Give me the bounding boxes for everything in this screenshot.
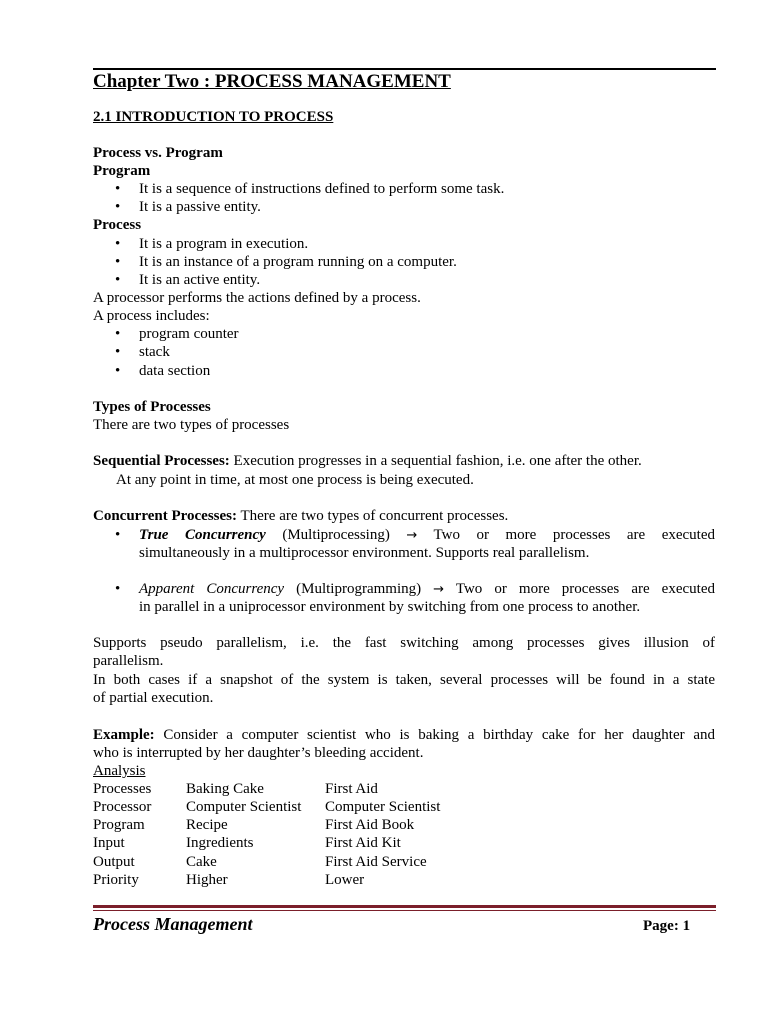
example-text: Consider a computer scientist who is baking a birthday cake for her daughter and [154, 727, 715, 743]
process-vs-program-heading: Process vs. Program [93, 145, 223, 161]
right-arrow-icon: → [433, 582, 445, 597]
list-item: It is a passive entity. [139, 199, 261, 215]
bullet-icon: • [115, 236, 121, 252]
concurrent-label: Concurrent Processes: [93, 508, 237, 524]
concurrent-text: There are two types of concurrent processes. [237, 508, 509, 524]
table-cell: First Aid Book [325, 817, 415, 833]
true-concurrency-paren: (Multiprocessing) [265, 527, 407, 543]
bullet-icon: • [115, 272, 121, 288]
bullet-icon: • [115, 344, 121, 360]
table-cell: Baking Cake [186, 781, 264, 797]
sequential-text: Execution progresses in a sequential fashion, i.e. one after the other. [229, 453, 642, 469]
pseudo-line-3: In both cases if a snapshot of the system is taken, several processes will be found in a state [93, 672, 715, 688]
example-line-1 [93, 726, 715, 744]
table-cell: Priority [93, 872, 139, 888]
list-item: data section [139, 363, 211, 379]
table-cell: First Aid Kit [325, 835, 401, 851]
table-cell: Program [93, 817, 145, 833]
apparent-concurrency-paren: (Multiprogramming) [284, 581, 434, 597]
footer-title: Process Management [93, 914, 253, 934]
table-cell: Lower [325, 872, 365, 888]
apparent-concurrency-line-1 [139, 580, 715, 599]
table-cell: First Aid Service [325, 854, 427, 870]
bullet-icon: • [115, 581, 121, 597]
true-concurrency-rest: Two or more processes are executed [417, 527, 716, 543]
table-cell: Computer Scientist [186, 799, 302, 815]
example-line-2: who is interrupted by her daughter’s bleeding accident. [93, 745, 424, 761]
table-cell: First Aid [325, 781, 378, 797]
process-label: Process [93, 217, 142, 233]
processor-line: A processor performs the actions defined by a process. [93, 290, 421, 306]
header-rule [93, 68, 716, 70]
pseudo-line-4: of partial execution. [93, 690, 214, 706]
footer-rule-thin [93, 910, 716, 911]
list-item: program counter [139, 326, 239, 342]
bullet-icon: • [115, 181, 121, 197]
table-cell: Cake [186, 854, 217, 870]
page-number: Page: 1 [643, 918, 691, 934]
bullet-icon: • [115, 363, 121, 379]
list-item: It is a sequence of instructions defined to perform some task. [139, 181, 505, 197]
chapter-title: Chapter Two : PROCESS MANAGEMENT [93, 71, 451, 92]
list-item: stack [139, 344, 170, 360]
sequential-label: Sequential Processes: [93, 453, 230, 469]
pseudo-line-1: Supports pseudo parallelism, i.e. the fast switching among processes gives illusion of [93, 635, 715, 651]
true-concurrency-line-2: simultaneously in a multiprocessor environment. Supports real parallelism. [139, 545, 590, 561]
table-cell: Input [93, 835, 125, 851]
table-cell: Processes [93, 781, 152, 797]
analysis-label: Analysis [93, 763, 146, 779]
table-cell: Computer Scientist [325, 799, 441, 815]
table-cell: Ingredients [186, 835, 254, 851]
types-heading: Types of Processes [93, 399, 211, 415]
true-concurrency-line-1 [139, 526, 715, 545]
table-cell: Processor [93, 799, 152, 815]
footer-rule [93, 905, 716, 908]
list-item: It is an instance of a program running on a computer. [139, 254, 457, 270]
section-title: 2.1 INTRODUCTION TO PROCESS [93, 109, 334, 125]
bullet-icon: • [115, 326, 121, 342]
right-arrow-icon: → [406, 528, 418, 543]
bullet-icon: • [115, 254, 121, 270]
apparent-concurrency-rest: Two or more processes are executed [444, 581, 715, 597]
sequential-paragraph [93, 452, 642, 470]
includes-line: A process includes: [93, 308, 210, 324]
table-cell: Higher [186, 872, 228, 888]
concurrent-paragraph [93, 507, 508, 525]
table-cell: Output [93, 854, 135, 870]
true-concurrency-label: True Concurrency [139, 527, 266, 543]
bullet-icon: • [115, 527, 121, 543]
example-label: Example: [93, 727, 155, 743]
list-item: It is a program in execution. [139, 236, 309, 252]
bullet-icon: • [115, 199, 121, 215]
program-label: Program [93, 163, 151, 179]
sequential-text-line-2: At any point in time, at most one process is being executed. [116, 472, 474, 488]
types-intro: There are two types of processes [93, 417, 290, 433]
apparent-concurrency-line-2: in parallel in a uniprocessor environment by switching from one process to another. [139, 599, 641, 615]
pseudo-line-2: parallelism. [93, 653, 164, 669]
list-item: It is an active entity. [139, 272, 261, 288]
table-cell: Recipe [186, 817, 228, 833]
apparent-concurrency-label: Apparent Concurrency [139, 581, 285, 597]
